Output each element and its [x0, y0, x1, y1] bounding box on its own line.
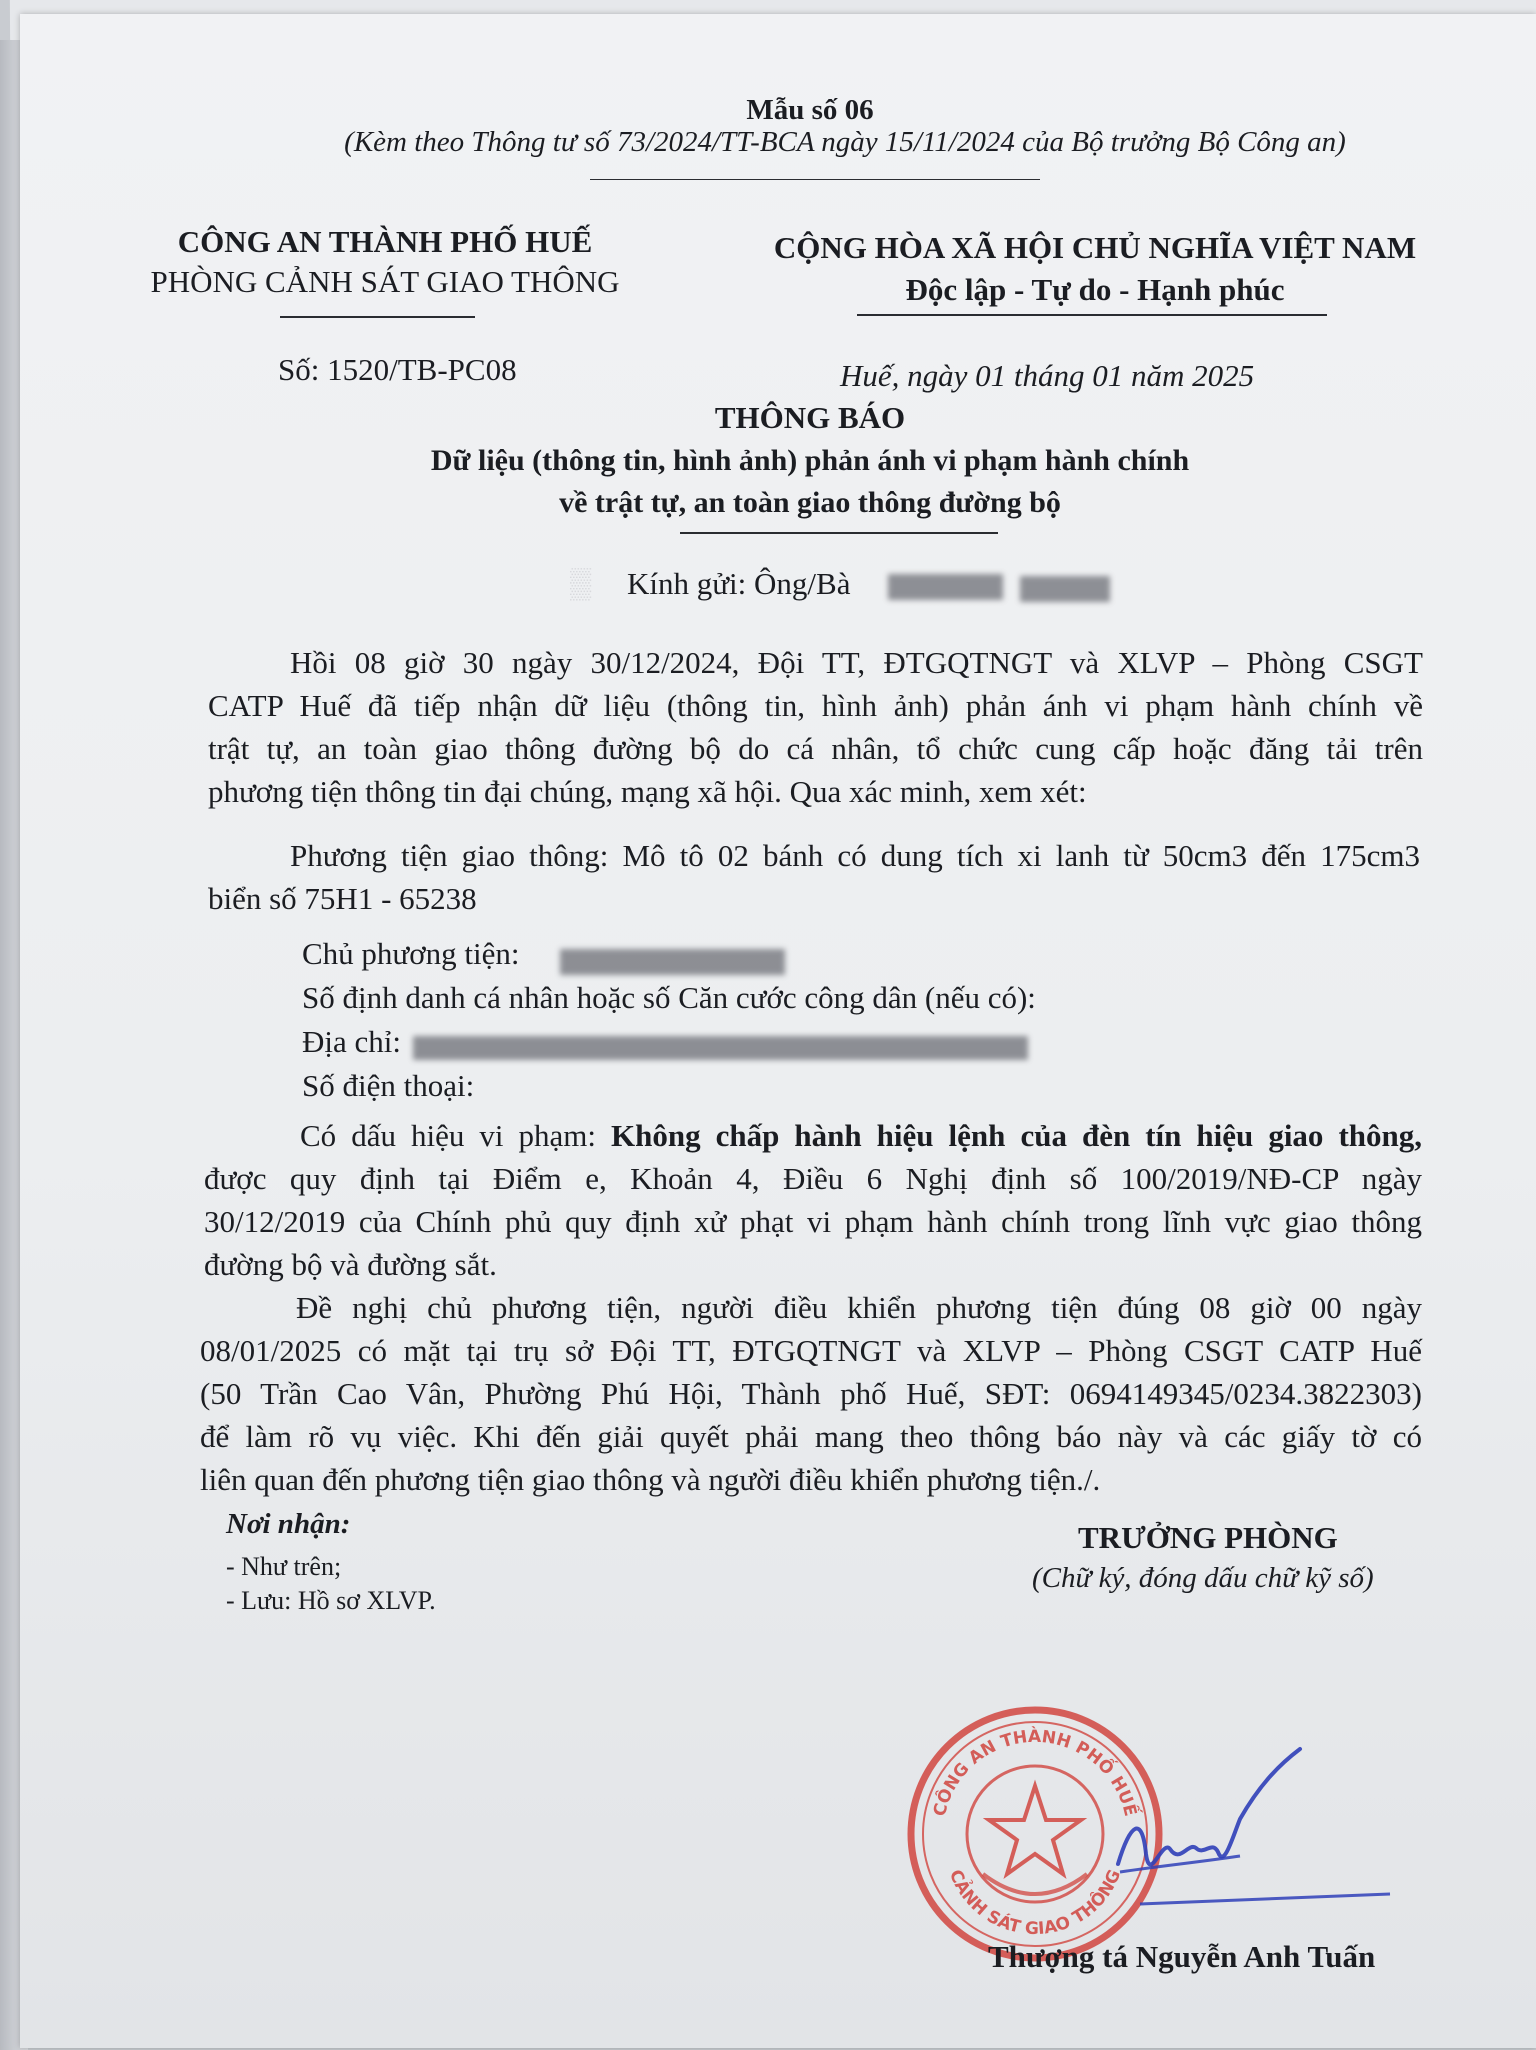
notice-title: THÔNG BÁO [714, 400, 906, 435]
agency-underline [280, 316, 475, 318]
recipient-item: - Như trên; [226, 1552, 342, 1581]
redacted-address [413, 1036, 1028, 1060]
redacted-addressee-1 [888, 574, 1003, 600]
paragraph-line: được quy định tại Điểm e, Khoản 4, Điều 6 Nghị định số 100/2019/NĐ-CP ngày [204, 1161, 1422, 1196]
vehicle-info [208, 834, 1420, 920]
notice-subtitle-1: Dữ liệu (thông tin, hình ảnh) phản ánh vi phạm hành chính [430, 444, 1190, 477]
svg-text:CẢNH SÁT GIAO THÔNG: CẢNH SÁT GIAO THÔNG [944, 1866, 1126, 1940]
header-divider [590, 179, 1040, 180]
agency-name: CÔNG AN THÀNH PHỐ HUẾ [177, 224, 593, 259]
motto-underline [857, 314, 1327, 316]
phone-label: Số điện thoại: [302, 1068, 475, 1103]
request-paragraph [200, 1286, 1422, 1501]
document-number: Số: 1520/TB-PC08 [278, 352, 517, 387]
form-number: Mẫu số 06 [746, 94, 874, 126]
bleed-through-text: ▒ [570, 567, 592, 600]
violation-label: Có dấu hiệu vi phạm: [300, 1118, 597, 1153]
recipients-heading: Nơi nhận: [226, 1508, 351, 1540]
address-label: Địa chỉ: [302, 1024, 401, 1059]
republic-name: CỘNG HÒA XÃ HỘI CHỦ NGHĨA VIỆT NAM [773, 230, 1417, 265]
id-label: Số định danh cá nhân hoặc số Căn cước công dân (nếu có): [302, 980, 1036, 1015]
paragraph-receipt [208, 641, 1423, 813]
paragraph-line: 30/12/2019 của Chính phủ quy định xử phạt vi phạm hành chính trong lĩnh vực giao thông [204, 1204, 1422, 1239]
paragraph-line: CATP Huế đã tiếp nhận dữ liệu (thông tin, hình ảnh) phản ánh vi phạm hành chính về [208, 688, 1423, 723]
paragraph-line: phương tiện thông tin đại chúng, mạng xã hội. Qua xác minh, xem xét: [208, 774, 1087, 809]
document-page [20, 14, 1536, 2048]
signer-position: TRƯỞNG PHÒNG [1078, 1520, 1338, 1555]
paragraph-line: 08/01/2025 có mặt tại trụ sở Đội TT, ĐTGQTNGT và XLVP – Phòng CSGT CATP Huế [200, 1333, 1422, 1368]
svg-text:CÔNG AN THÀNH PHỐ HUẾ: CÔNG AN THÀNH PHỐ HUẾ [929, 1726, 1141, 1819]
paragraph-line: trật tự, an toàn giao thông đường bộ do cá nhân, tổ chức cung cấp hoặc đăng tải trên [208, 731, 1423, 766]
redacted-owner [560, 949, 785, 975]
license-plate: biển số 75H1 - 65238 [208, 881, 477, 916]
addressee-label: Kính gửi: Ông/Bà [627, 566, 851, 601]
recipient-item: - Lưu: Hồ sơ XLVP. [226, 1586, 436, 1615]
title-underline [680, 532, 998, 534]
paragraph-line: (50 Trần Cao Vân, Phường Phú Hội, Thành phố Huế, SĐT: 0694149345/0234.3822303) [200, 1376, 1422, 1411]
paragraph-line: Đề nghị chủ phương tiện, người điều khiển phương tiện đúng 08 giờ 00 ngày [296, 1290, 1422, 1325]
vehicle-type: Phương tiện giao thông: Mô tô 02 bánh có dung tích xi lanh từ 50cm3 đến 175cm3 [290, 838, 1420, 873]
national-motto: Độc lập - Tự do - Hạnh phúc [905, 272, 1285, 307]
violation-paragraph [204, 1114, 1422, 1286]
department-name: PHÒNG CẢNH SÁT GIAO THÔNG [150, 264, 620, 299]
redacted-addressee-2 [1020, 576, 1110, 602]
signer-name: Thượng tá Nguyễn Anh Tuấn [988, 1939, 1376, 1974]
place-date: Huế, ngày 01 tháng 01 năm 2025 [840, 358, 1255, 393]
owner-label: Chủ phương tiện: [302, 936, 520, 971]
paragraph-line: đường bộ và đường sắt. [204, 1247, 497, 1282]
paragraph-line: để làm rõ vụ việc. Khi đến giải quyết phải mang theo thông báo này và các giấy tờ có [200, 1419, 1422, 1454]
attached-note: (Kèm theo Thông tư số 73/2024/TT-BCA ngày 15/11/2024 của Bộ trưởng Bộ Công an) [344, 126, 1346, 158]
notice-subtitle-2: về trật tự, an toàn giao thông đường bộ [559, 486, 1061, 519]
signature-note: (Chữ ký, đóng dấu chữ kỹ số) [1032, 1562, 1374, 1594]
violation-text: Không chấp hành hiệu lệnh của đèn tín hiệu giao thông, [611, 1118, 1423, 1153]
paragraph-line: liên quan đến phương tiện giao thông và người điều khiển phương tiện./. [200, 1462, 1101, 1497]
handwritten-signature [1100, 1744, 1400, 1914]
paragraph-line: Hồi 08 giờ 30 ngày 30/12/2024, Đội TT, ĐTGQTNGT và XLVP – Phòng CSGT [290, 645, 1423, 680]
